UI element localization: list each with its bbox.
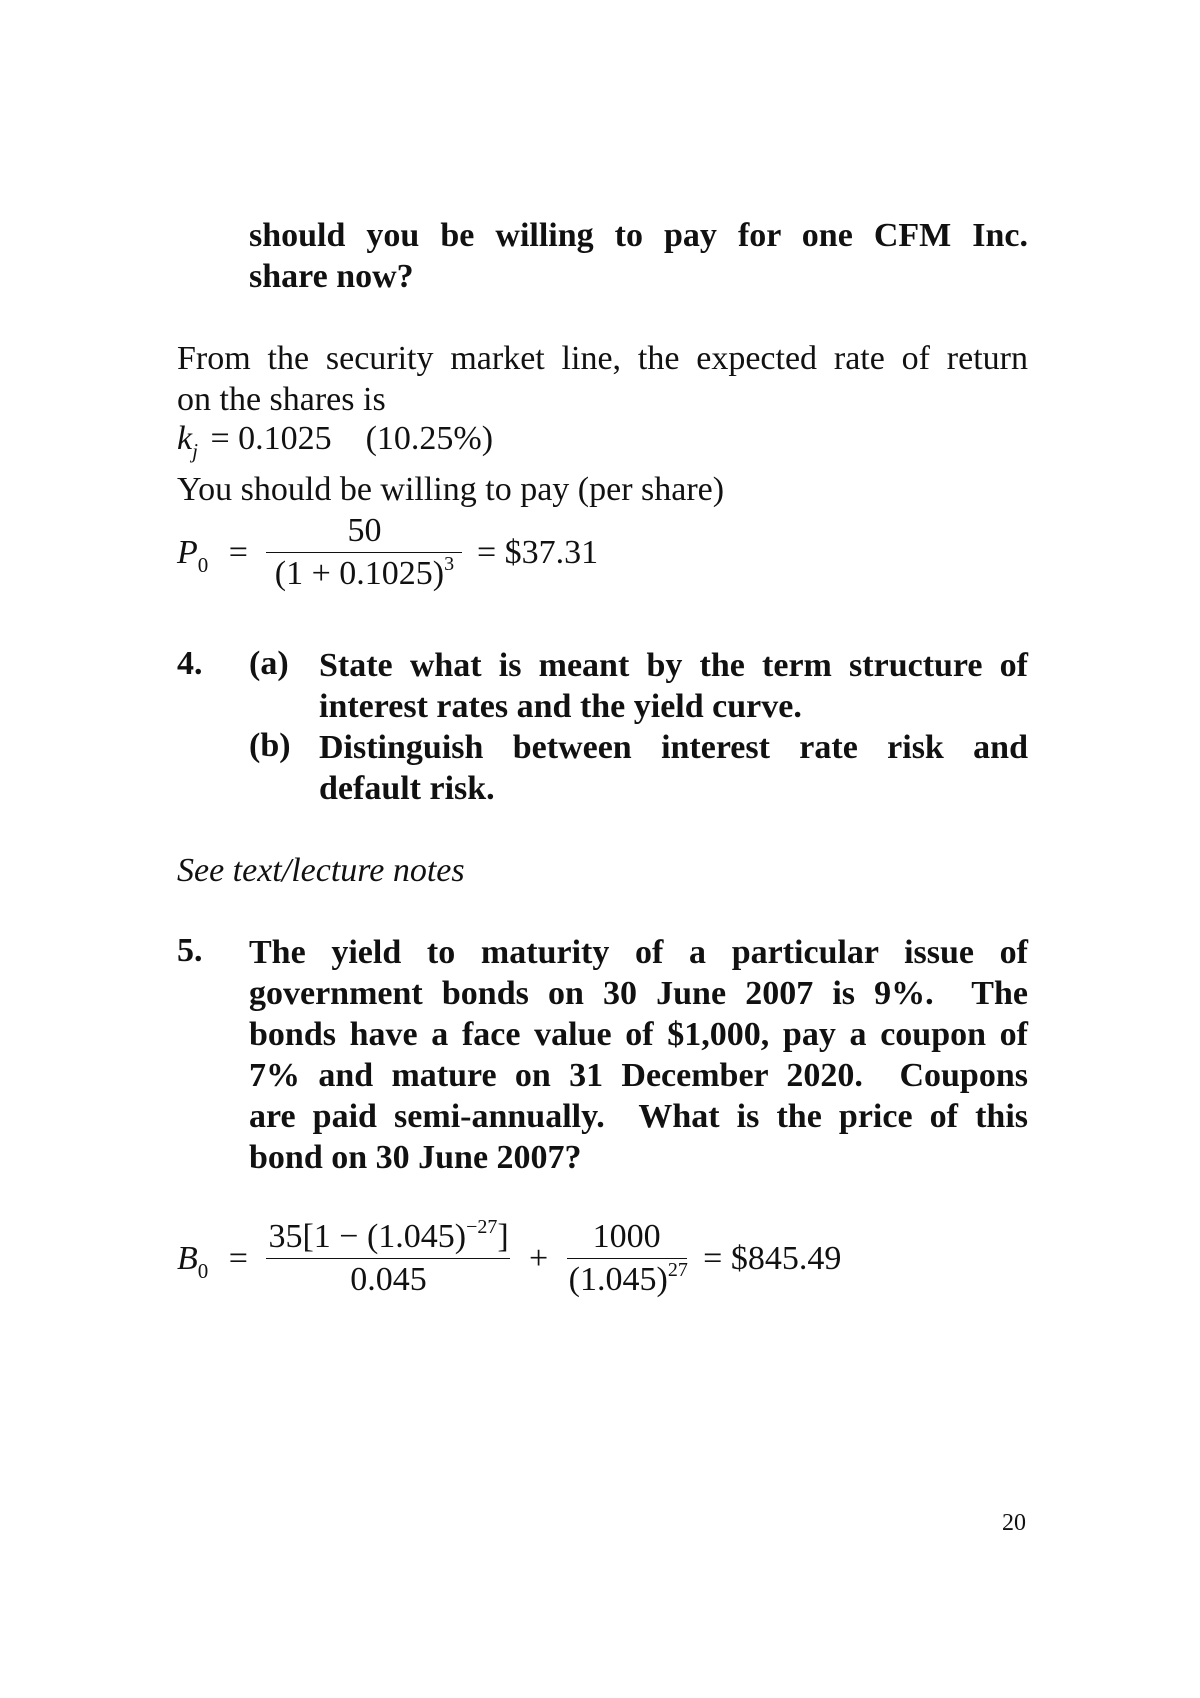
b0-fraction-2-denominator-exponent: 27 xyxy=(667,1259,688,1281)
b0-subscript: 0 xyxy=(197,1258,209,1283)
b0-fraction-1-denominator: 0.045 xyxy=(266,1258,510,1299)
b0-plus: + xyxy=(528,1239,549,1277)
b0-fraction-2-denominator xyxy=(567,1258,687,1299)
q3-answer-line-2: on the shares is xyxy=(177,381,386,418)
q3-answer-line-1-wrap xyxy=(177,338,1028,379)
b0-result: = $845.49 xyxy=(703,1239,842,1277)
question-5-line-2: government bonds on 30 June 2007 is 9%. The xyxy=(249,975,1028,1012)
question-5-line-5: are paid semi-annually. What is the price of this xyxy=(249,1098,1028,1135)
b0-fraction-1-numerator xyxy=(266,1218,510,1258)
p0-denominator-base: (1 + 0.1025) xyxy=(274,555,445,592)
kj-equation xyxy=(177,420,494,463)
p0-equals: = xyxy=(228,533,248,571)
b0-fraction-1 xyxy=(266,1218,510,1299)
p0-equation xyxy=(177,512,598,593)
b0-fraction-1-numerator-close: ] xyxy=(497,1218,509,1255)
question-4b-line-2-wrap xyxy=(319,768,495,809)
p0-denominator xyxy=(266,552,462,593)
kj-subscript: j xyxy=(192,439,198,463)
question-5-number: 5. xyxy=(177,932,203,969)
b0-symbol: B xyxy=(177,1239,198,1277)
question-4a-line-1: State what is meant by the term structure of xyxy=(319,647,1028,684)
question-5-line-6: bond on 30 June 2007? xyxy=(249,1139,582,1176)
b0-fraction-1-numerator-exponent: −27 xyxy=(466,1216,498,1238)
question-4b-label: (b) xyxy=(249,727,291,764)
question-5-line-1: The yield to maturity of a particular issue of xyxy=(249,934,1028,971)
b0-fraction-2-denominator-base: (1.045) xyxy=(568,1261,668,1298)
p0-subscript: 0 xyxy=(197,552,209,577)
question-4b-line-1: Distinguish between interest rate risk and xyxy=(319,729,1028,766)
question-5-line-3: bonds have a face value of $1,000, pay a coupon of xyxy=(249,1016,1028,1053)
page-number: 20 xyxy=(1002,1510,1026,1536)
pay-text: You should be willing to pay (per share) xyxy=(177,471,725,508)
question-4a-line-1-wrap xyxy=(319,645,1028,686)
b0-fraction-2 xyxy=(567,1218,687,1299)
p0-numerator: 50 xyxy=(347,512,382,549)
q3-answer-line-2-wrap xyxy=(177,379,386,420)
question-4-answer: See text/lecture notes xyxy=(177,852,465,889)
pay-text-wrap xyxy=(177,469,724,510)
question-3-line-2: share now? xyxy=(249,258,414,295)
question-4b-line-1-wrap xyxy=(319,727,1028,768)
kj-symbol: k xyxy=(177,420,193,457)
question-4a-line-2-wrap xyxy=(319,686,802,727)
p0-result: = $37.31 xyxy=(476,533,599,571)
question-3-line-2-wrap xyxy=(249,256,1028,297)
question-4a-label: (a) xyxy=(249,645,289,682)
question-4-answer-wrap xyxy=(177,850,465,891)
question-4-number: 4. xyxy=(177,645,203,682)
b0-fraction-2-numerator: 1000 xyxy=(592,1218,661,1255)
question-5-line-4: 7% and mature on 31 December 2020. Coupons xyxy=(249,1057,1028,1094)
b0-equals: = xyxy=(228,1239,248,1277)
question-4a-line-2: interest rates and the yield curve. xyxy=(319,688,802,725)
q3-answer-line-1: From the security market line, the expected rate of return xyxy=(177,340,1028,377)
question-5-text xyxy=(249,932,1028,1178)
b0-equation xyxy=(177,1218,841,1299)
p0-fraction xyxy=(266,512,462,593)
question-3-tail xyxy=(249,215,1028,256)
question-3-line-1: should you be willing to pay for one CFM Inc. xyxy=(249,217,1028,254)
p0-symbol: P xyxy=(177,533,198,571)
kj-value: = 0.1025 (10.25%) xyxy=(210,420,494,457)
question-4b-line-2: default risk. xyxy=(319,770,495,807)
b0-fraction-1-numerator-base: 35[1 − (1.045) xyxy=(268,1218,467,1255)
p0-denominator-exponent: 3 xyxy=(444,553,455,575)
